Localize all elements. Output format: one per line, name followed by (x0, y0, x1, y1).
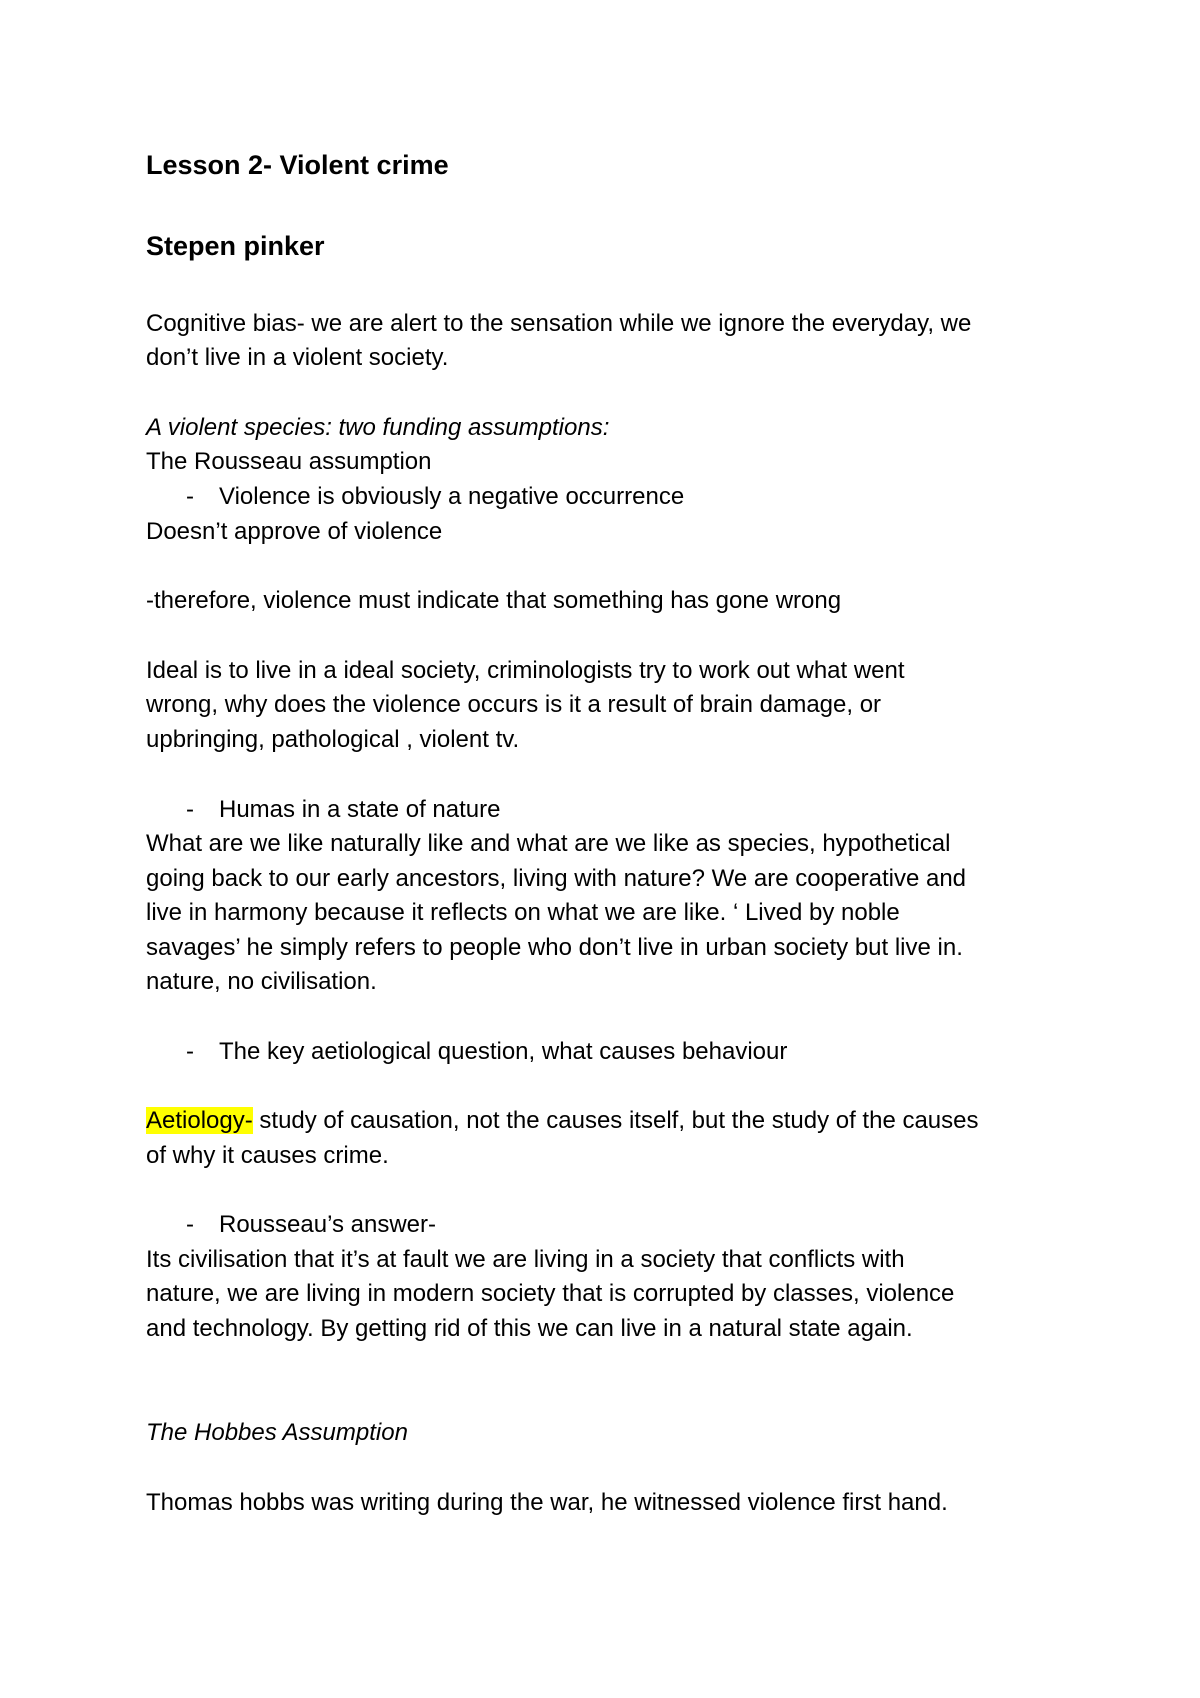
page-title: Lesson 2- Violent crime (146, 150, 449, 180)
bullet-dash: - (186, 796, 194, 823)
paragraph-line: What are we like naturally like and what are we like as species, hypothetical (146, 830, 951, 857)
paragraph-line: Cognitive bias- we are alert to the sensation while we ignore the everyday, we (146, 310, 972, 337)
bullet-item: Rousseau’s answer- (219, 1211, 436, 1238)
paragraph-line: nature, we are living in modern society that is corrupted by classes, violence (146, 1280, 955, 1307)
paragraph-line: going back to our early ancestors, living with nature? We are cooperative and (146, 865, 967, 892)
paragraph-line: -therefore, violence must indicate that something has gone wrong (146, 587, 842, 614)
bullet-item: The key aetiological question, what causes behaviour (219, 1038, 788, 1065)
paragraph-line: upbringing, pathological , violent tv. (146, 726, 520, 753)
definition-text: study of causation, not the causes itself, but the study of the causes (252, 1107, 979, 1134)
section-heading: A violent species: two funding assumptions: (146, 414, 610, 441)
bullet-item: Humas in a state of nature (219, 796, 501, 823)
paragraph-line: Its civilisation that it’s at fault we are living in a society that conflicts with (146, 1246, 905, 1273)
paragraph-line: live in harmony because it reflects on what we are like. ‘ Lived by noble (146, 899, 900, 926)
bullet-dash: - (186, 1038, 194, 1065)
bullet-item: Violence is obviously a negative occurrence (219, 483, 685, 510)
paragraph-line: Doesn’t approve of violence (146, 518, 443, 545)
paragraph-line: savages’ he simply refers to people who don’t live in urban society but live in. (146, 934, 963, 961)
paragraph-line: don’t live in a violent society. (146, 344, 449, 371)
bullet-dash: - (186, 483, 194, 510)
paragraph-line: and technology. By getting rid of this we can live in a natural state again. (146, 1315, 913, 1342)
paragraph-line: nature, no civilisation. (146, 968, 377, 995)
bullet-dash: - (186, 1211, 194, 1238)
paragraph-line: of why it causes crime. (146, 1142, 389, 1169)
paragraph-line: wrong, why does the violence occurs is it a result of brain damage, or (146, 691, 882, 718)
rousseau-label: The Rousseau assumption (146, 448, 432, 475)
page-subtitle: Stepen pinker (146, 231, 325, 261)
highlighted-term: Aetiology- (146, 1107, 253, 1134)
section-heading: The Hobbes Assumption (146, 1419, 408, 1446)
paragraph-line: Ideal is to live in a ideal society, criminologists try to work out what went (146, 657, 905, 684)
aetiology-definition (146, 1104, 979, 1138)
paragraph-line: Thomas hobbs was writing during the war, he witnessed violence first hand. (146, 1489, 948, 1516)
